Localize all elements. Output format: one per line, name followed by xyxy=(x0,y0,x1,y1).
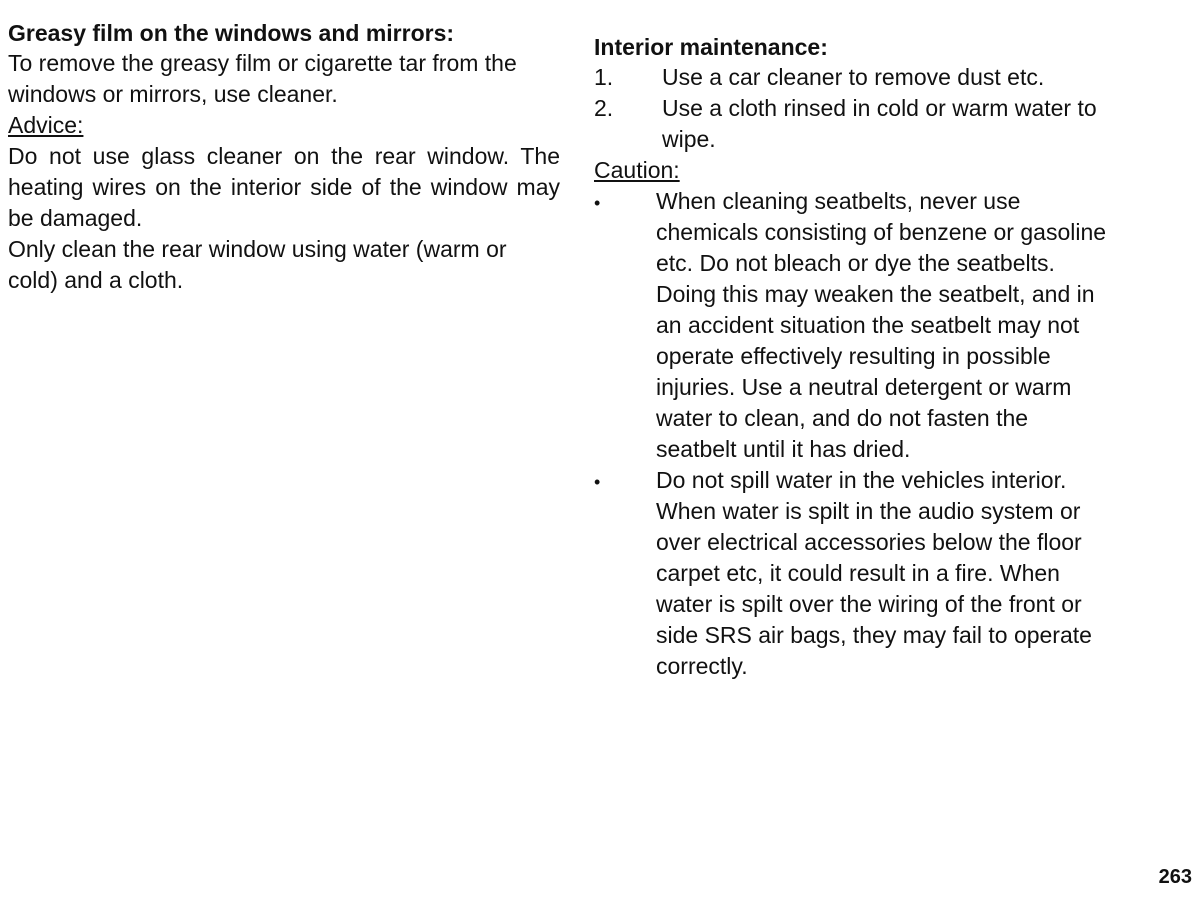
step-number: 2. xyxy=(594,95,614,121)
advice-label: Advice: xyxy=(8,112,84,138)
step-text: Use a car cleaner to remove dust etc. xyxy=(662,64,1045,90)
left-column xyxy=(8,0,560,296)
greasy-film-intro: To remove the greasy film or cigarette tar from the windows or mirrors, use cleaner. xyxy=(8,50,517,107)
bullet-icon: • xyxy=(594,193,601,213)
caution-item xyxy=(594,465,1114,682)
greasy-film-heading: Greasy film on the windows and mirrors: xyxy=(8,20,455,46)
bullet-icon: • xyxy=(594,472,601,492)
caution-text: When cleaning seatbelts, never use chemicals consisting of benzene or gasoline etc. Do not bleach or dye the seatbelts. Doing this may weaken the seatbelt, and in an accident situation the seatbelt may not operate effectively resulting in possible injuries. Use a neutral detergent or warm water to clean, and do not fasten the seatbelt until it has dried. xyxy=(656,188,1107,462)
step-number: 1. xyxy=(594,64,614,90)
advice-paragraph-2: Only clean the rear window using water (warm or cold) and a cloth. xyxy=(8,236,507,293)
step-item xyxy=(594,93,1114,155)
caution-label: Caution: xyxy=(594,157,680,183)
caution-item xyxy=(594,186,1114,465)
right-column xyxy=(594,0,1114,682)
advice-paragraph-1: Do not use glass cleaner on the rear window. The heating wires on the interior side of the window may be damaged. xyxy=(8,143,560,231)
step-item xyxy=(594,62,1114,93)
interior-maintenance-heading: Interior maintenance: xyxy=(594,34,828,60)
page-number: 263 xyxy=(1158,866,1192,888)
caution-text: Do not spill water in the vehicles interior. When water is spilt in the audio system or over electrical accessories below the floor carpet etc, it could result in a fire. When water is spilt over the wiring of the front or side SRS air bags, they may fail to operate correctly. xyxy=(656,467,1092,679)
step-text: Use a cloth rinsed in cold or warm water to wipe. xyxy=(662,95,1097,152)
